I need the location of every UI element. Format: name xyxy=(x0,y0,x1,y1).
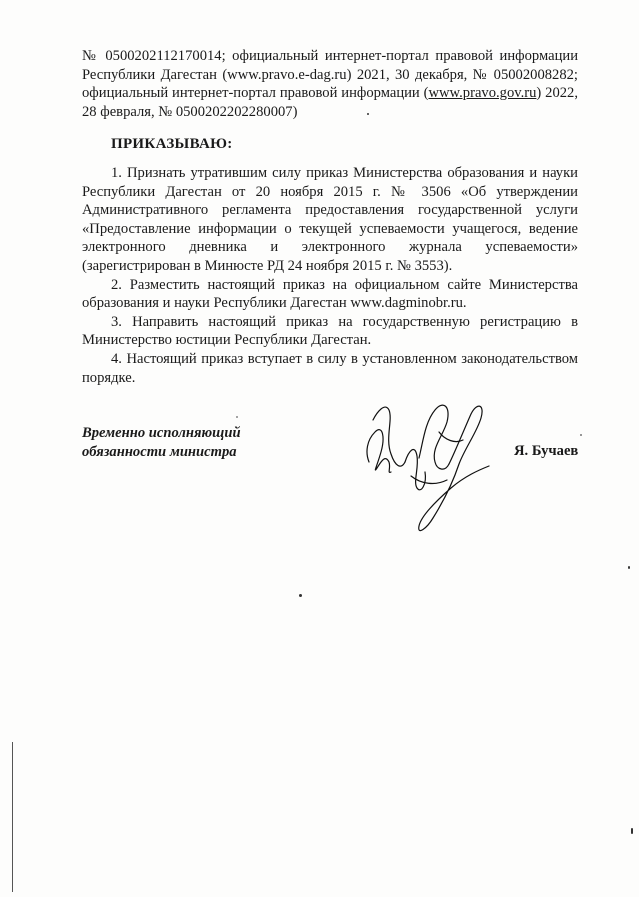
order-item-1: 1. Признать утратившим силу приказ Министерства образования и науки Республики Дагестан от 20 ноября 2015 г. № 3506 «Об утверждении Административного регламента предоставления государственной услуги «Предоставление информации о текущей успеваемости учащегося, ведение электронного дневника и электронного журнала успеваемости» (зарегистрирован в Минюсте РД 24 ноября 2015 г. № 3553). xyxy=(82,165,578,274)
scan-speck xyxy=(236,416,238,418)
order-heading: ПРИКАЗЫВАЮ: xyxy=(111,136,233,152)
scan-speck xyxy=(367,113,369,115)
intro-text-2: ) 2022, 28 февраля, № 0500202202280007) xyxy=(82,85,578,120)
scan-speck xyxy=(580,434,582,436)
intro-link: www.pravo.gov.ru xyxy=(428,85,537,102)
order-list xyxy=(82,164,578,387)
scan-edge-line xyxy=(12,742,13,892)
scan-speck xyxy=(628,566,630,569)
signer-name: Я. Бучаев xyxy=(514,443,579,459)
signer-title-line-2: обязанности министра xyxy=(82,443,237,460)
scan-speck xyxy=(299,594,302,597)
order-item-3: 3. Направить настоящий приказ на государственную регистрацию в Министерство юстиции Республики Дагестан. xyxy=(82,313,578,349)
intro-text-1: № 0500202112170014; официальный интернет-портал правовой информации Республики Дагестан (www.pravo.e-dag.ru) 2021, 30 декабря, № 05002008282; официальный интернет-портал правовой информации ( xyxy=(82,48,578,102)
order-item-2: 2. Разместить настоящий приказ на официальном сайте Министерства образования и науки Республики Дагестан www.dagminobr.ru. xyxy=(82,276,578,312)
order-item-4: 4. Настоящий приказ вступает в силу в установленном законодательством порядке. xyxy=(82,350,578,386)
signer-title-line-1: Временно исполняющий xyxy=(82,425,241,441)
signer-title xyxy=(82,424,241,461)
scan-speck xyxy=(631,828,633,834)
handwritten-signature xyxy=(355,392,495,540)
intro-paragraph xyxy=(82,47,578,121)
